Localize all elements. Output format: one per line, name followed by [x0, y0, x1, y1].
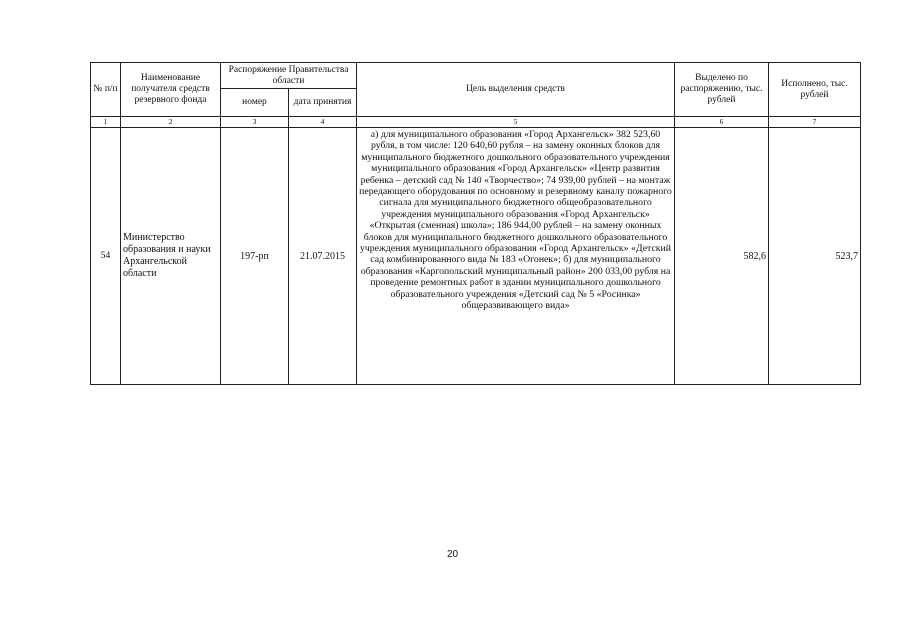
column-index: 5	[357, 117, 675, 128]
page-number: 20	[446, 549, 459, 560]
column-index-row	[91, 117, 861, 128]
header-executed: Исполнено, тыс. рублей	[769, 63, 861, 117]
executed-amount: 523,7	[769, 128, 861, 385]
column-index: 7	[769, 117, 861, 128]
allocated-amount: 582,6	[675, 128, 769, 385]
table-row	[91, 128, 861, 385]
allocation-purpose: а) для муниципального образования «Город Архангельск» 382 523,60 рубля, в том числе: 120 640,60 рубля – на замену оконных блоков для муниципального бюджетного дошкольного образовательного учреждения муниципального образования «Город Архангельск» «Центр развития ребенка – детский сад № 140 «Творчество»; 74 939,00 рублей – на монтаж передающего оборудования по основному и резервному каналу пожарного сигнала для муниципального бюджетного общеобразовательного учреждения муниципального образования «Город Архангельск» «Открытая (сменная) школа»; 186 944,00 рублей – на замену оконных блоков для муниципального бюджетного дошкольного образовательного учреждения муниципального образования «Город Архангельск» «Детский сад комбинированного вида № 183 «Огонек»; б) для муниципального образования «Каргопольский муниципальный район» 200 033,00 рубля на проведение ремонтных работ в здании муниципального дошкольного образовательного учреждения «Детский сад № 5 «Росинка» общеразвивающего вида»	[357, 128, 675, 385]
header-num: № п/п	[91, 63, 121, 117]
header-recipient: Наименование получателя средств резервного фонда	[121, 63, 221, 117]
column-index: 4	[289, 117, 357, 128]
column-index: 2	[121, 117, 221, 128]
column-index: 3	[221, 117, 289, 128]
header-order: Распоряжение Правительства области	[221, 63, 357, 89]
column-index: 1	[91, 117, 121, 128]
header-order-number: номер	[221, 89, 289, 117]
header-purpose: Цель выделения средств	[357, 63, 675, 117]
row-number: 54	[91, 128, 121, 385]
order-date: 21.07.2015	[289, 128, 357, 385]
recipient-name: Министерство образования и науки Архангельской области	[121, 128, 221, 385]
column-index: 6	[675, 117, 769, 128]
header-order-date: дата принятия	[289, 89, 357, 117]
report-table	[90, 62, 861, 385]
header-allocated: Выделено по распоряжению, тыс. рублей	[675, 63, 769, 117]
order-number: 197-рп	[221, 128, 289, 385]
